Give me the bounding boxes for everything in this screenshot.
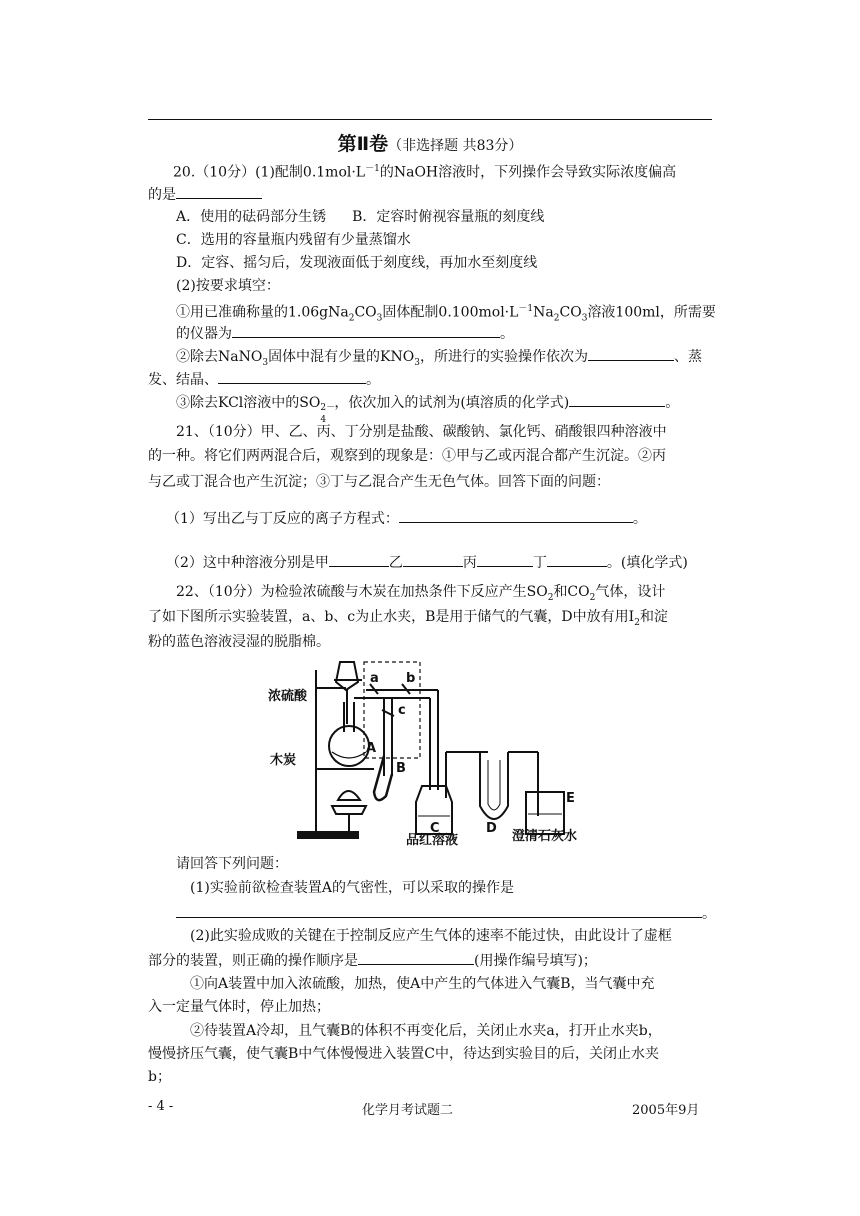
- q22-line1: 22、（10分）为检验浓硫酸与木炭在加热条件下反应产生$SO_2$和$CO_2$气体，设计: [176, 584, 666, 603]
- answer-blank[interactable]: [477, 552, 533, 567]
- answer-blank[interactable]: [218, 369, 366, 384]
- q22-op2-end: b；: [148, 1069, 171, 1085]
- q22-line3: 粉的蓝色溶液浸湿的脱脂棉。: [148, 634, 330, 650]
- answer-blank[interactable]: [403, 552, 463, 567]
- diagram-label-b: b: [406, 671, 416, 686]
- exam-name: 化学月考试题二: [362, 1103, 454, 1118]
- page-number: - 4 -: [148, 1099, 174, 1114]
- q21-line2: 的一种。将它们两两混合后，观察到的现象是：①甲与乙或丙混合都产生沉淀。②丙: [148, 448, 666, 464]
- diagram-label-pinhong: 品红溶液: [406, 833, 459, 848]
- q22-op1: ①向A装置中加入浓硫酸，加热，使A中产生的气体进入气囊B，当气囊中充: [190, 976, 655, 992]
- q21-line1: 21、（10分）甲、乙、丙、丁分别是盐酸、碳酸钠、氯化钙、硝酸银四种溶液中: [176, 424, 667, 440]
- q22-line2: 了如下图所示实验装置，a、b、c为止水夹，B是用于储气的气囊，D中放有用$I_2$和淀: [148, 609, 668, 628]
- answer-blank[interactable]: [329, 552, 389, 567]
- q20-sub2-cont: 发、结晶、 。: [148, 369, 380, 389]
- q20-sub2: ②除去NaNO$_3$固体中混有少量的$KNO_3$，所进行的实验操作依次为 、蒸: [176, 346, 702, 372]
- answer-blank[interactable]: [176, 903, 702, 918]
- q20-sub1-cont: 的仪器为 。: [176, 323, 514, 343]
- answer-blank[interactable]: [547, 552, 607, 567]
- q21-line3: 与乙或丁混合也产生沉淀；③丁与乙混合产生无色气体。回答下面的问题：: [148, 474, 610, 490]
- q22-part1: (1)实验前欲检查装置A的气密性，可以采取的操作是: [190, 880, 514, 896]
- q22-part2-cont: 部分的装置，则正确的操作顺序是 (用操作编号填写)；: [148, 950, 597, 970]
- diagram-label-limewater: 澄清石灰水: [512, 829, 578, 844]
- diagram-label-c: c: [398, 703, 406, 718]
- q20-options-ab: [176, 208, 544, 226]
- q21-part2: （2）这中种溶液分别是甲 乙 丙 丁 。(填化学式): [166, 552, 688, 572]
- option-c: C．选用的容量瓶内残留有少量蒸馏水: [176, 232, 411, 248]
- answer-blank[interactable]: [232, 323, 500, 338]
- answer-blank[interactable]: [399, 508, 633, 523]
- diagram-label-C: C: [430, 821, 440, 836]
- diagram-label-charcoal: 木炭: [270, 753, 297, 768]
- section-title-main: 第Ⅱ卷: [337, 133, 389, 155]
- q20-line1: 20.（10分）(1)配制$0.1mol\cdot L^{-1}$的NaOH溶液时，下列操作会导致实际浓度偏高: [173, 164, 677, 181]
- q22-op2-cont: 慢慢挤压气囊，使气囊B中气体慢慢进入装置C中，待达到实验目的后，关闭止水夹: [148, 1046, 659, 1062]
- exam-date: 2005年9月: [632, 1103, 700, 1118]
- q22-op2: ②待装置A冷却，且气囊B的体积不再变化后，关闭止水夹a，打开止水夹b，: [190, 1023, 662, 1039]
- diagram-label-E: E: [566, 791, 575, 806]
- answer-blank[interactable]: [176, 184, 262, 199]
- section-title-sub: （非选择题 共83分）: [388, 138, 523, 154]
- diagram-label-A: A: [366, 741, 377, 756]
- diagram-label-B: B: [396, 761, 406, 776]
- q21-part1: （1）写出乙与丁反应的离子方程式： 。: [166, 508, 647, 528]
- apparatus-diagram: [262, 656, 594, 848]
- q22-part1-answer: 。: [176, 903, 716, 923]
- answer-blank[interactable]: [358, 950, 474, 965]
- q20-sub3: ③除去KCl溶液中的SO 2－ 4 ，依次加入的试剂为(填溶质的化学式) 。: [176, 392, 679, 412]
- q22-ask: 请回答下列问题：: [176, 856, 288, 872]
- answer-blank[interactable]: [569, 392, 665, 407]
- diagram-label-a: a: [370, 671, 379, 686]
- option-d: D．定容、摇匀后，发现液面低于刻度线，再加水至刻度线: [176, 255, 538, 271]
- q22-part2: (2)此实验成败的关键在于控制反应产生气体的速率不能过快，由此设计了虚框: [190, 928, 672, 944]
- q20-sub1: ①用已准确称量的$1.06gNa_2CO_3$固体配制$0.100mol\cdot L^{-1}Na_2CO_3$溶液100ml，所需要: [176, 304, 716, 324]
- header-rule: [148, 119, 712, 120]
- option-b: B．定容时俯视容量瓶的刻度线: [352, 209, 545, 225]
- option-a: A．使用的砝码部分生锈: [176, 209, 327, 225]
- q22-op1-cont: 入一定量气体时，停止加热；: [148, 999, 330, 1015]
- diagram-label-D: D: [486, 821, 497, 836]
- q20-line2: 的是: [148, 184, 262, 204]
- section-title: [0, 129, 860, 156]
- diagram-label-acid: 浓硫酸: [268, 689, 308, 704]
- answer-blank[interactable]: [588, 346, 674, 361]
- q20-part2: (2)按要求填空：: [176, 278, 280, 294]
